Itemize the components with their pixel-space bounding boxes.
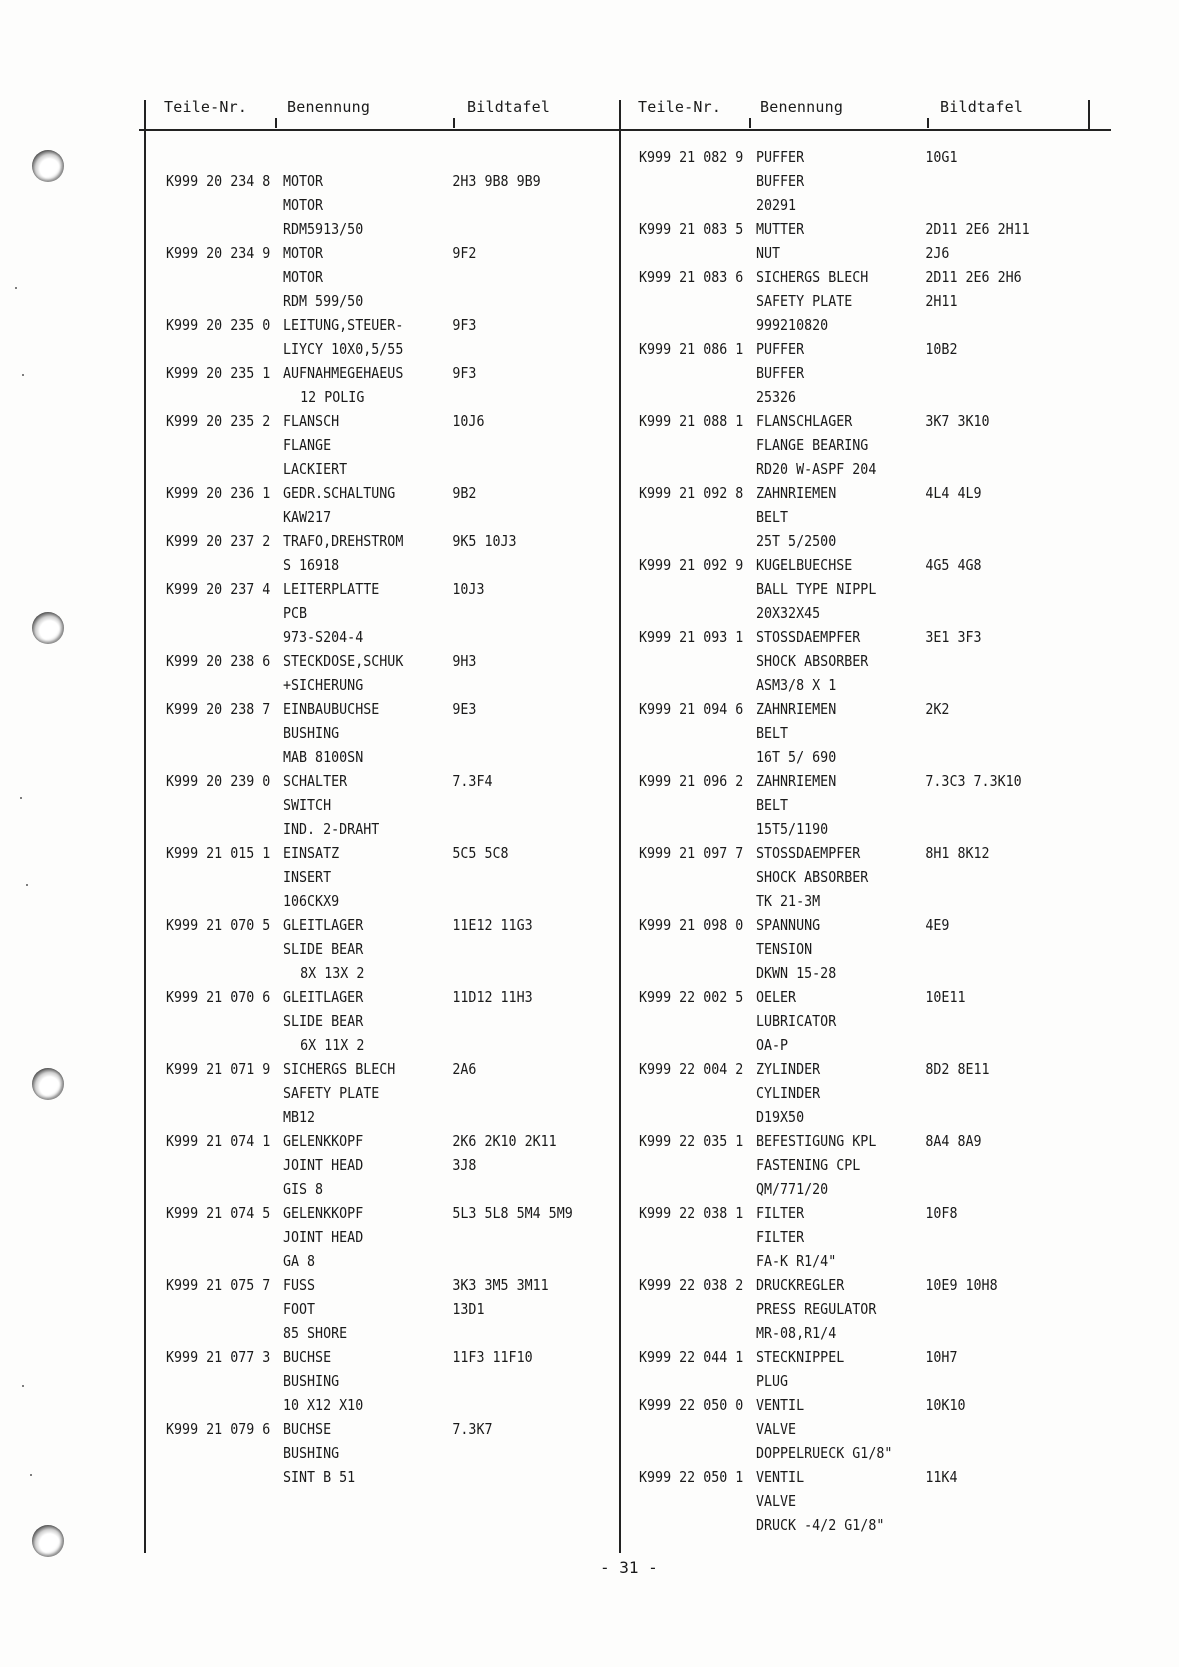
header-plate: Bildtafel — [467, 98, 551, 116]
plate-reference: 4G5 4G8 — [925, 556, 982, 574]
header-part-no: Teile-Nr. — [164, 98, 248, 116]
part-name: MOTOR — [282, 196, 324, 214]
part-number: K999 20 238 6 — [166, 652, 271, 670]
part-name: DRUCK -4/2 G1/8" — [755, 1516, 885, 1534]
part-name: SLIDE BEAR — [282, 940, 364, 958]
part-name: STECKDOSE,SCHUK — [282, 652, 404, 670]
binder-hole-icon — [32, 1525, 64, 1557]
plate-reference: 9K5 10J3 — [452, 532, 517, 550]
part-name: SLIDE BEAR — [282, 1012, 364, 1030]
plate-reference: 8D2 8E11 — [925, 1060, 990, 1078]
plate-reference: 11E12 11G3 — [452, 916, 533, 934]
part-name: VENTIL — [755, 1468, 805, 1486]
part-number: K999 20 239 0 — [166, 772, 271, 790]
binder-hole-icon — [32, 150, 64, 182]
part-name: EINBAUBUCHSE — [282, 700, 380, 718]
part-number: K999 20 235 2 — [166, 412, 271, 430]
speck — [26, 884, 28, 886]
part-number: K999 22 050 0 — [639, 1396, 744, 1414]
plate-reference: 9F3 — [452, 364, 477, 382]
part-name: BUSHING — [282, 1444, 340, 1462]
part-name: SPANNUNG — [755, 916, 821, 934]
part-number: K999 21 098 0 — [639, 916, 744, 934]
plate-reference: 4E9 — [925, 916, 950, 934]
part-name: RDM 599/50 — [282, 292, 364, 310]
part-name: CYLINDER — [755, 1084, 821, 1102]
plate-reference: 2J6 — [925, 244, 950, 262]
part-name: BUSHING — [282, 724, 340, 742]
part-name: BUCHSE — [282, 1348, 332, 1366]
plate-reference: 2K2 — [925, 700, 950, 718]
part-name: SCHALTER — [282, 772, 348, 790]
part-name: BUCHSE — [282, 1420, 332, 1438]
part-name: D19X50 — [755, 1108, 805, 1126]
part-name: FUSS — [282, 1276, 316, 1294]
plate-reference: 5C5 5C8 — [452, 844, 509, 862]
column-divider-middle — [619, 100, 621, 1553]
part-name: LUBRICATOR — [755, 1012, 837, 1030]
plate-reference: 7.3F4 — [452, 772, 493, 790]
part-name: 12 POLIG — [300, 388, 365, 406]
header-tick — [453, 118, 455, 128]
plate-reference: 5L3 5L8 5M4 5M9 — [452, 1204, 573, 1222]
part-name: VALVE — [755, 1420, 797, 1438]
part-name: SICHERGS BLECH — [282, 1060, 396, 1078]
part-number: K999 21 083 6 — [639, 268, 744, 286]
plate-reference: 3J8 — [452, 1156, 477, 1174]
part-number: K999 21 097 7 — [639, 844, 744, 862]
part-name: 10 X12 X10 — [282, 1396, 364, 1414]
plate-reference: 9F3 — [452, 316, 477, 334]
plate-reference: 10B2 — [925, 340, 958, 358]
part-name: OA-P — [755, 1036, 789, 1054]
part-number: K999 21 071 9 — [166, 1060, 271, 1078]
plate-reference: 11D12 11H3 — [452, 988, 533, 1006]
column-divider-left — [144, 100, 146, 1553]
plate-reference: 2H11 — [925, 292, 958, 310]
part-number: K999 20 238 7 — [166, 700, 271, 718]
part-name: PUFFER — [755, 340, 805, 358]
plate-reference: 11F3 11F10 — [452, 1348, 533, 1366]
part-name: TRAFO,DREHSTROM — [282, 532, 404, 550]
part-number: K999 22 038 2 — [639, 1276, 744, 1294]
part-name: STECKNIPPEL — [755, 1348, 845, 1366]
part-name: MOTOR — [282, 172, 324, 190]
part-name: FLANSCH — [282, 412, 340, 430]
part-number: K999 20 236 1 — [166, 484, 271, 502]
part-name: FOOT — [282, 1300, 316, 1318]
part-name: GLEITLAGER — [282, 916, 364, 934]
speck — [30, 1474, 32, 1476]
part-number: K999 22 035 1 — [639, 1132, 744, 1150]
part-number: K999 21 088 1 — [639, 412, 744, 430]
part-name: FASTENING CPL — [755, 1156, 861, 1174]
speck — [20, 797, 22, 799]
part-name: LEITERPLATTE — [282, 580, 380, 598]
part-name: LACKIERT — [282, 460, 348, 478]
part-name: 20X32X45 — [755, 604, 821, 622]
part-name: PCB — [282, 604, 308, 622]
header-tick — [749, 118, 751, 128]
part-name: BUFFER — [755, 364, 805, 382]
part-name: BELT — [755, 724, 789, 742]
part-number: K999 21 075 7 — [166, 1276, 271, 1294]
part-number: K999 20 235 0 — [166, 316, 271, 334]
part-name: KAW217 — [282, 508, 332, 526]
part-name: ZAHNRIEMEN — [755, 700, 837, 718]
part-name: IND. 2-DRAHT — [282, 820, 380, 838]
plate-reference: 10F8 — [925, 1204, 958, 1222]
part-name: FLANGE — [282, 436, 332, 454]
part-name: TK 21-3M — [755, 892, 821, 910]
part-name: SHOCK ABSORBER — [755, 652, 869, 670]
part-name: BUSHING — [282, 1372, 340, 1390]
header-tick — [275, 118, 277, 128]
part-number: K999 21 082 9 — [639, 148, 744, 166]
part-name: TENSION — [755, 940, 813, 958]
plate-reference: 7.3K7 — [452, 1420, 493, 1438]
part-name: 8X 13X 2 — [300, 964, 365, 982]
page-number: - 31 - — [600, 1558, 658, 1577]
part-name: MB12 — [282, 1108, 316, 1126]
plate-reference: 3K7 3K10 — [925, 412, 990, 430]
column-divider-right — [1088, 100, 1090, 130]
part-name: BALL TYPE NIPPL — [755, 580, 877, 598]
part-name: QM/771/20 — [755, 1180, 829, 1198]
part-name: GELENKKOPF — [282, 1204, 364, 1222]
part-name: STOSSDAEMPFER — [755, 628, 861, 646]
part-name: BELT — [755, 796, 789, 814]
part-number: K999 22 002 5 — [639, 988, 744, 1006]
part-name: RDM5913/50 — [282, 220, 364, 238]
plate-reference: 8A4 8A9 — [925, 1132, 982, 1150]
part-name: SINT B 51 — [282, 1468, 356, 1486]
part-name: ZAHNRIEMEN — [755, 772, 837, 790]
plate-reference: 9B2 — [452, 484, 477, 502]
plate-reference: 10E11 — [925, 988, 966, 1006]
part-name: 999210820 — [755, 316, 829, 334]
part-name: MR-08,R1/4 — [755, 1324, 837, 1342]
part-name: 25T 5/2500 — [755, 532, 837, 550]
part-number: K999 20 234 8 — [166, 172, 271, 190]
plate-reference: 10J6 — [452, 412, 485, 430]
part-number: K999 20 237 4 — [166, 580, 271, 598]
plate-reference: 3E1 3F3 — [925, 628, 982, 646]
plate-reference: 10E9 10H8 — [925, 1276, 998, 1294]
part-number: K999 22 050 1 — [639, 1468, 744, 1486]
plate-reference: 10K10 — [925, 1396, 966, 1414]
part-name: 20291 — [755, 196, 797, 214]
part-name: LEITUNG,STEUER- — [282, 316, 404, 334]
header-name: Benennung — [287, 98, 371, 116]
part-number: K999 21 070 5 — [166, 916, 271, 934]
part-number: K999 22 044 1 — [639, 1348, 744, 1366]
part-number: K999 21 074 5 — [166, 1204, 271, 1222]
plate-reference: 2K6 2K10 2K11 — [452, 1132, 557, 1150]
part-name: GEDR.SCHALTUNG — [282, 484, 396, 502]
plate-reference: 9F2 — [452, 244, 477, 262]
plate-reference: 3K3 3M5 3M11 — [452, 1276, 549, 1294]
part-number: K999 21 074 1 — [166, 1132, 271, 1150]
plate-reference: 2D11 2E6 2H11 — [925, 220, 1030, 238]
part-name: 16T 5/ 690 — [755, 748, 837, 766]
part-name: FILTER — [755, 1204, 805, 1222]
part-number: K999 20 235 1 — [166, 364, 271, 382]
part-name: 106CKX9 — [282, 892, 340, 910]
plate-reference: 4L4 4L9 — [925, 484, 982, 502]
part-name: PLUG — [755, 1372, 789, 1390]
part-name: INSERT — [282, 868, 332, 886]
part-name: S 16918 — [282, 556, 340, 574]
plate-reference: 10J3 — [452, 580, 485, 598]
part-name: MUTTER — [755, 220, 805, 238]
part-number: K999 21 092 9 — [639, 556, 744, 574]
header-name: Benennung — [760, 98, 844, 116]
plate-reference: 8H1 8K12 — [925, 844, 990, 862]
part-name: 85 SHORE — [282, 1324, 348, 1342]
part-name: 25326 — [755, 388, 797, 406]
part-name: VENTIL — [755, 1396, 805, 1414]
part-name: FILTER — [755, 1228, 805, 1246]
part-name: SAFETY PLATE — [755, 292, 853, 310]
part-name: KUGELBUECHSE — [755, 556, 853, 574]
part-number: K999 21 096 2 — [639, 772, 744, 790]
plate-reference: 9H3 — [452, 652, 477, 670]
binder-hole-icon — [32, 1068, 64, 1100]
speck — [15, 287, 17, 289]
part-number: K999 21 094 6 — [639, 700, 744, 718]
part-number: K999 20 234 9 — [166, 244, 271, 262]
part-name: PUFFER — [755, 148, 805, 166]
part-name: ZYLINDER — [755, 1060, 821, 1078]
part-name: BELT — [755, 508, 789, 526]
part-name: DRUCKREGLER — [755, 1276, 845, 1294]
plate-reference: 2H3 9B8 9B9 — [452, 172, 541, 190]
part-name: LIYCY 10X0,5/55 — [282, 340, 404, 358]
header-plate: Bildtafel — [940, 98, 1024, 116]
part-number: K999 21 086 1 — [639, 340, 744, 358]
part-number: K999 20 237 2 — [166, 532, 271, 550]
part-name: 15T5/1190 — [755, 820, 829, 838]
part-name: 6X 11X 2 — [300, 1036, 365, 1054]
plate-reference: 9E3 — [452, 700, 477, 718]
part-name: OELER — [755, 988, 797, 1006]
plate-reference: 11K4 — [925, 1468, 958, 1486]
part-name: DOPPELRUECK G1/8" — [755, 1444, 893, 1462]
speck — [22, 1385, 24, 1387]
part-name: MOTOR — [282, 268, 324, 286]
part-name: BUFFER — [755, 172, 805, 190]
part-name: MOTOR — [282, 244, 324, 262]
part-number: K999 22 004 2 — [639, 1060, 744, 1078]
plate-reference: 2D11 2E6 2H6 — [925, 268, 1022, 286]
part-name: STOSSDAEMPFER — [755, 844, 861, 862]
plate-reference: 10H7 — [925, 1348, 958, 1366]
part-name: SAFETY PLATE — [282, 1084, 380, 1102]
part-number: K999 21 093 1 — [639, 628, 744, 646]
part-number: K999 21 077 3 — [166, 1348, 271, 1366]
part-name: +SICHERUNG — [282, 676, 364, 694]
plate-reference: 10G1 — [925, 148, 958, 166]
part-name: MAB 8100SN — [282, 748, 364, 766]
part-number: K999 21 070 6 — [166, 988, 271, 1006]
table-top-rule — [139, 129, 1111, 131]
part-name: GELENKKOPF — [282, 1132, 364, 1150]
part-name: EINSATZ — [282, 844, 340, 862]
header-part-no: Teile-Nr. — [638, 98, 722, 116]
part-name: ASM3/8 X 1 — [755, 676, 837, 694]
part-number: K999 21 015 1 — [166, 844, 271, 862]
part-number: K999 21 092 8 — [639, 484, 744, 502]
part-name: FLANSCHLAGER — [755, 412, 853, 430]
part-name: BEFESTIGUNG KPL — [755, 1132, 877, 1150]
part-name: FLANGE BEARING — [755, 436, 869, 454]
header-tick — [927, 118, 929, 128]
part-name: RD20 W-ASPF 204 — [755, 460, 877, 478]
part-name: SHOCK ABSORBER — [755, 868, 869, 886]
plate-reference: 2A6 — [452, 1060, 477, 1078]
part-name: SWITCH — [282, 796, 332, 814]
part-name: GIS 8 — [282, 1180, 324, 1198]
plate-reference: 7.3C3 7.3K10 — [925, 772, 1022, 790]
part-name: NUT — [755, 244, 781, 262]
part-name: JOINT HEAD — [282, 1156, 364, 1174]
part-number: K999 21 083 5 — [639, 220, 744, 238]
part-name: JOINT HEAD — [282, 1228, 364, 1246]
binder-hole-icon — [32, 612, 64, 644]
part-name: ZAHNRIEMEN — [755, 484, 837, 502]
part-name: VALVE — [755, 1492, 797, 1510]
part-name: DKWN 15-28 — [755, 964, 837, 982]
part-name: GLEITLAGER — [282, 988, 364, 1006]
speck — [22, 374, 24, 376]
part-name: GA 8 — [282, 1252, 316, 1270]
part-name: SICHERGS BLECH — [755, 268, 869, 286]
plate-reference: 13D1 — [452, 1300, 485, 1318]
part-number: K999 22 038 1 — [639, 1204, 744, 1222]
part-number: K999 21 079 6 — [166, 1420, 271, 1438]
part-name: FA-K R1/4" — [755, 1252, 837, 1270]
part-name: AUFNAHMEGEHAEUS — [282, 364, 404, 382]
part-name: 973-S204-4 — [282, 628, 364, 646]
part-name: PRESS REGULATOR — [755, 1300, 877, 1318]
